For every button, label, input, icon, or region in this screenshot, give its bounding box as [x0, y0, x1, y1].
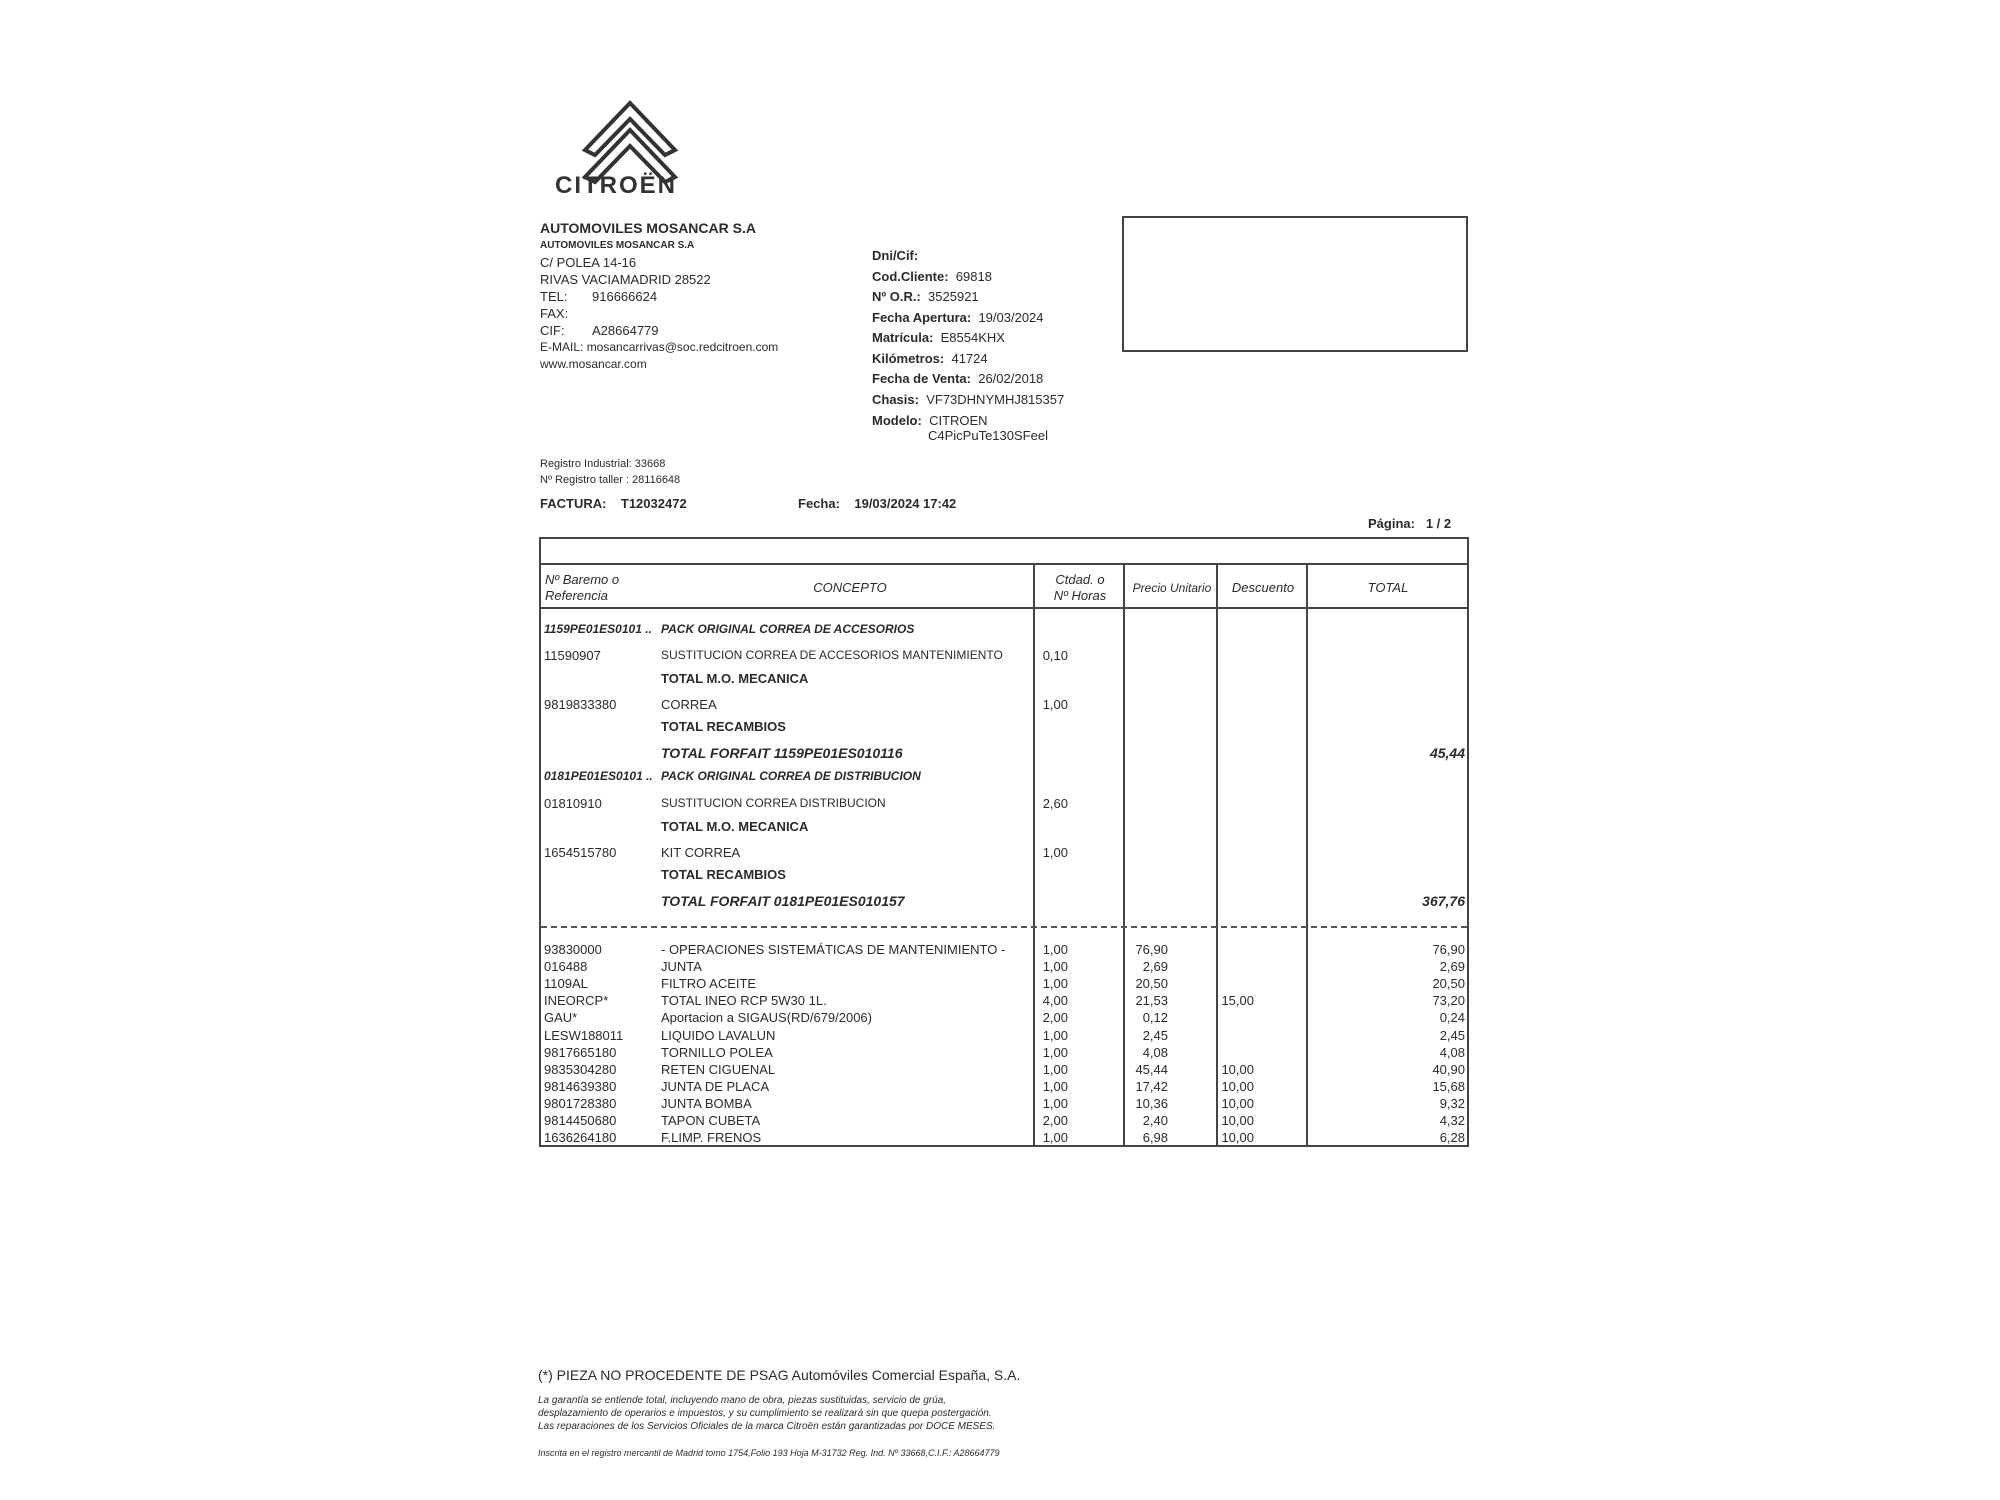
- cell-disc: 10,00: [1221, 1130, 1254, 1146]
- table-row: 0181PE01ES0101 .. PACK ORIGINAL CORREA DE DISTRIBUCION: [544, 769, 921, 783]
- cell-desc: JUNTA: [661, 959, 702, 975]
- cell-ref: 9801728380: [544, 1095, 617, 1111]
- company-web: www.mosancar.com: [540, 357, 647, 371]
- cell-total: 6,28: [1439, 1130, 1465, 1146]
- table-row: [541, 959, 1467, 976]
- footer-registry: Inscrita en el registro mercantil de Madrid tomo 1754,Folio 193 Hoja M-31732 Reg. Ind. Nº 33668,C.I.F.: A28664779: [538, 1448, 1000, 1458]
- cell-desc: FILTRO ACEITE: [661, 976, 757, 992]
- cell-ref: 93830000: [544, 942, 602, 957]
- table-row: 11590907 SUSTITUCION CORREA DE ACCESORIOS MANTENIMIENTO 0,10: [544, 648, 1068, 663]
- cell-ref: 016488: [544, 959, 588, 975]
- cell-total: 0,24: [1439, 1010, 1465, 1026]
- cell-price: 0,12: [1142, 1010, 1168, 1026]
- cell-disc: 10,00: [1221, 1095, 1254, 1111]
- company-name: AUTOMOVILES MOSANCAR S.A: [540, 220, 756, 236]
- factura-number: FACTURA: T12032472: [540, 496, 687, 511]
- cell-disc: 10,00: [1221, 1078, 1254, 1094]
- cell-qty: 1,00: [1042, 976, 1068, 992]
- table-row: [541, 1010, 1467, 1027]
- cell-ref: GAU*: [544, 1010, 578, 1026]
- cell-ref: 9814639380: [544, 1078, 617, 1094]
- cell-ref: 1636264180: [544, 1130, 617, 1146]
- table-row: [541, 1062, 1467, 1079]
- table-row: TOTAL M.O. MECANICA: [661, 671, 809, 686]
- cell-qty: 1,00: [1042, 1061, 1068, 1077]
- company-city: RIVAS VACIAMADRID 28522: [540, 272, 711, 287]
- table-row: 1159PE01ES0101 .. PACK ORIGINAL CORREA DE ACCESORIOS: [544, 622, 915, 636]
- cell-total: 73,20: [1432, 993, 1465, 1009]
- company-address: C/ POLEA 14-16: [540, 255, 637, 270]
- page-number: Página: 1 / 2: [1368, 516, 1452, 531]
- cell-desc: - OPERACIONES SISTEMÁTICAS DE MANTENIMIENTO -: [661, 942, 1006, 957]
- cell-qty: 1,00: [1042, 942, 1068, 957]
- company-fax: FAX:: [540, 306, 569, 321]
- table-row: TOTAL RECAMBIOS: [661, 719, 786, 734]
- table-row: 1654515780 KIT CORREA 1,00: [544, 845, 1068, 860]
- company-tel: TEL: 916666624: [540, 289, 658, 304]
- table-header-divider: [539, 607, 1469, 609]
- table-row: [541, 942, 1467, 959]
- table-row: [541, 976, 1467, 993]
- cell-total: 9,32: [1439, 1095, 1465, 1111]
- table-row: TOTAL FORFAIT 1159PE01ES010116 45,44: [661, 745, 1465, 761]
- footer-guarantee: La garantía se entiende total, incluyendo mano de obra, piezas sustituidas, servicio de grúa, desplazamiento de operarios e impuestos, y su cumplimiento se realizará sin que quepa postergación. Las reparaciones de los Servicios Oficiales de la marca Citroën están garantizadas por DOCE MESES.: [538, 1395, 996, 1432]
- table-row: [541, 1096, 1467, 1113]
- brand-name: CITROËN: [555, 172, 677, 199]
- cell-qty: 1,00: [1042, 1078, 1068, 1094]
- cell-price: 45,44: [1135, 1061, 1168, 1077]
- cell-total: 4,32: [1439, 1113, 1465, 1128]
- company-info: [540, 220, 778, 373]
- registro-info: Registro Industrial: 33668 Nº Registro taller : 28116648: [540, 458, 681, 486]
- cell-disc: 10,00: [1221, 1061, 1254, 1077]
- table-row: [541, 1113, 1467, 1130]
- cell-ref: 9817665180: [544, 1044, 617, 1060]
- table-row: [541, 1045, 1467, 1062]
- cell-qty: 4,00: [1042, 993, 1068, 1009]
- header-descuento: Descuento: [1231, 580, 1295, 595]
- cell-desc: JUNTA DE PLACA: [661, 1078, 770, 1094]
- company-email: E-MAIL: mosancarrivas@soc.redcitroen.com: [540, 340, 779, 354]
- vehicle-details: Dni/Cif: Cod.Cliente: 69818 Nº O.R.: 3525921 Fecha Apertura: 19/03/2024 Matrícula: E8554KHX Kilómetros: 41724 Fecha de Venta: 26/02/2018 Chasis: VF73DHNYMHJ815357 Modelo: CITROEN C4PicPuTe130SFeel: [872, 248, 1065, 443]
- cell-price: 20,50: [1135, 976, 1168, 992]
- cell-qty: 1,00: [1042, 1044, 1068, 1060]
- header-precio: Precio Unitario: [1132, 581, 1212, 595]
- cell-price: 17,42: [1135, 1078, 1168, 1094]
- cell-price: 4,08: [1142, 1044, 1168, 1060]
- cell-desc: Aportacion a SIGAUS(RD/679/2006): [661, 1010, 872, 1026]
- table-top-divider: [539, 563, 1469, 565]
- dashed-separator: [541, 926, 1467, 928]
- header-concepto: CONCEPTO: [813, 580, 887, 595]
- address-window-box: [1122, 216, 1468, 352]
- cell-desc: TORNILLO POLEA: [661, 1044, 773, 1060]
- cell-total: 20,50: [1432, 976, 1465, 992]
- cell-disc: 10,00: [1221, 1113, 1254, 1128]
- header-cantidad: Ctdad. o Nº Horas: [1053, 572, 1107, 603]
- cell-ref: 9835304280: [544, 1061, 617, 1077]
- cell-price: 21,53: [1135, 993, 1168, 1009]
- cell-ref: LESW188011: [544, 1027, 624, 1043]
- cell-total: 2,69: [1439, 959, 1465, 975]
- cell-price: 2,45: [1142, 1027, 1168, 1043]
- company-cif: CIF: A28664779: [540, 323, 659, 338]
- cell-desc: TAPON CUBETA: [661, 1113, 761, 1128]
- table-row: [541, 993, 1467, 1010]
- table-row: 9819833380 CORREA 1,00: [544, 697, 1068, 712]
- cell-qty: 1,00: [1042, 959, 1068, 975]
- cell-desc: RETEN CIGUENAL: [661, 1061, 776, 1077]
- cell-desc: LIQUIDO LAVALUN: [661, 1027, 776, 1043]
- factura-date: Fecha: 19/03/2024 17:42: [798, 496, 957, 511]
- cell-total: 4,08: [1439, 1044, 1465, 1060]
- cell-total: 40,90: [1432, 1061, 1465, 1077]
- header-total: TOTAL: [1367, 580, 1409, 595]
- cell-qty: 1,00: [1042, 1095, 1068, 1111]
- cell-ref: 1109AL: [544, 976, 588, 992]
- cell-desc: TOTAL INEO RCP 5W30 1L.: [661, 993, 827, 1009]
- cell-ref: 9814450680: [544, 1113, 617, 1128]
- cell-qty: 1,00: [1042, 1130, 1068, 1146]
- cell-desc: JUNTA BOMBA: [661, 1095, 752, 1111]
- table-row: [541, 1079, 1467, 1096]
- cell-qty: 2,00: [1042, 1010, 1068, 1026]
- cell-qty: 2,00: [1042, 1113, 1068, 1128]
- cell-total: 76,90: [1432, 942, 1465, 957]
- table-row: TOTAL RECAMBIOS: [661, 867, 786, 882]
- cell-price: 2,69: [1142, 959, 1168, 975]
- cell-desc: F.LIMP. FRENOS: [661, 1130, 762, 1146]
- header-ref: Nº Baremo o Referencia: [545, 572, 620, 603]
- cell-price: 10,36: [1135, 1095, 1168, 1111]
- table-row: [541, 1130, 1467, 1147]
- cell-ref: INEORCP*: [544, 993, 609, 1009]
- cell-qty: 1,00: [1042, 1027, 1068, 1043]
- cell-price: 6,98: [1142, 1130, 1168, 1146]
- table-row: 01810910 SUSTITUCION CORREA DISTRIBUCION 2,60: [544, 796, 1068, 811]
- company-name-small: AUTOMOVILES MOSANCAR S.A: [540, 240, 695, 251]
- cell-disc: 15,00: [1221, 993, 1254, 1009]
- cell-total: 2,45: [1439, 1027, 1465, 1043]
- cell-price: 76,90: [1135, 942, 1168, 957]
- table-row: [541, 1028, 1467, 1045]
- table-row: TOTAL FORFAIT 0181PE01ES010157 367,76: [661, 893, 1465, 909]
- cell-price: 2,40: [1142, 1113, 1168, 1128]
- footer-note: (*) PIEZA NO PROCEDENTE DE PSAG Automóviles Comercial España, S.A.: [538, 1367, 1021, 1383]
- table-row: TOTAL M.O. MECANICA: [661, 819, 809, 834]
- cell-total: 15,68: [1432, 1078, 1465, 1094]
